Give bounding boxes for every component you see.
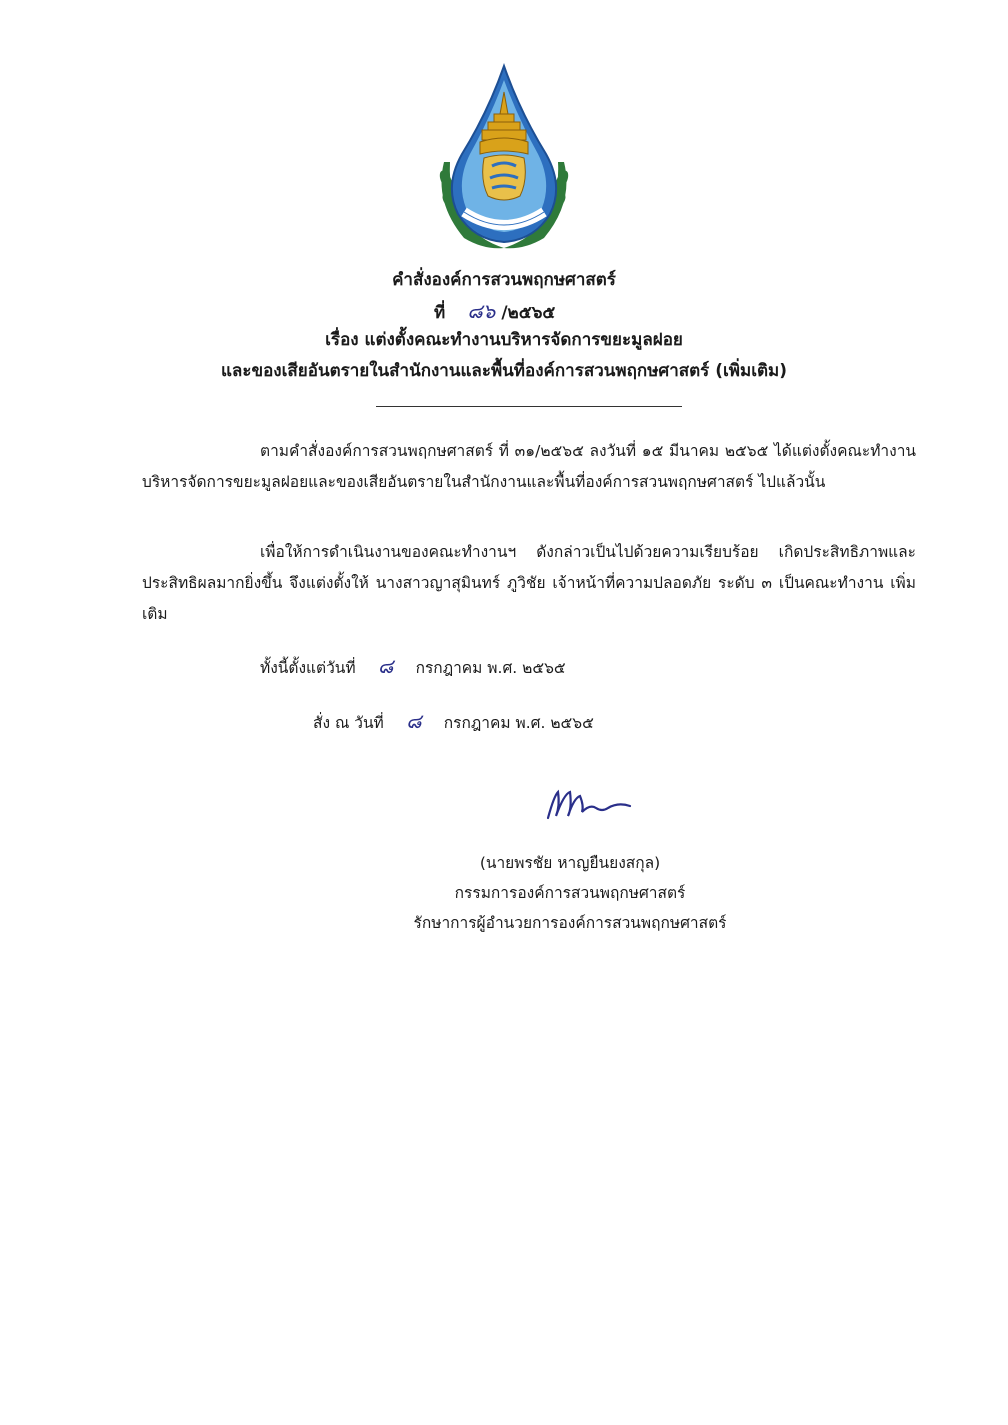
order-date-label: สั่ง ณ วันที่ xyxy=(313,714,384,732)
body-paragraph-1 xyxy=(142,436,916,498)
order-number xyxy=(434,295,555,327)
header-divider xyxy=(376,406,682,407)
order-number-prefix: ที่ xyxy=(434,303,446,323)
effective-date-label: ทั้งนี้ตั้งแต่วันที่ xyxy=(260,659,356,677)
effective-date-line xyxy=(260,650,566,682)
paragraph-2-text: เพื่อให้การดำเนินงานของคณะทำงานฯ ดังกล่าวเป็นไปด้วยความเรียบร้อย เกิดประสิทธิภาพและประสิทธิผลมากยิ่งขึ้น จึงแต่งตั้งให้ นางสาวญาสุมินทร์ ภูวิชัย เจ้าหน้าที่ความปลอดภัย ระดับ ๓ เป็นคณะทำงาน เพิ่มเติม xyxy=(142,543,916,623)
subject-line-1: เรื่อง แต่งตั้งคณะทำงานบริหารจัดการขยะมูลฝอย xyxy=(325,330,683,350)
signatory-name: (นายพรชัย หาญยืนยงสกุล) xyxy=(479,854,661,872)
subject-line-2: และของเสียอันตรายในสำนักงานและพื้นที่องค์การสวนพฤกษศาสตร์ (เพิ่มเติม) xyxy=(220,361,788,381)
body-paragraph-2 xyxy=(142,537,916,630)
order-number-year: /๒๕๖๕ xyxy=(501,303,556,323)
order-day-handwritten: ๘ xyxy=(406,709,422,733)
order-number-handwritten: ๘๖ xyxy=(467,299,496,323)
signatory-position-1: กรรมการองค์การสวนพฤกษศาสตร์ xyxy=(454,884,686,902)
order-title: คำสั่งองค์การสวนพฤกษศาสตร์ xyxy=(392,270,616,290)
paragraph-1-text: ตามคำสั่งองค์การสวนพฤกษศาสตร์ ที่ ๓๑/๒๕๖๕ ลงวันที่ ๑๕ มีนาคม ๒๕๖๕ ได้แต่งตั้งคณะทำงานบริหารจัดการขยะมูลฝอยและของเสียอันตรายในสำนักงานและพื้นที่องค์การสวนพฤกษศาสตร์ ไปแล้วนั้น xyxy=(142,442,916,491)
effective-day-handwritten: ๘ xyxy=(377,654,394,678)
order-date-line xyxy=(313,705,594,737)
organization-logo xyxy=(424,62,584,254)
signatory-position-2: รักษาการผู้อำนวยการองค์การสวนพฤกษศาสตร์ xyxy=(413,914,727,932)
handwritten-signature xyxy=(544,786,634,822)
order-month-year: กรกฎาคม พ.ศ. ๒๕๖๕ xyxy=(443,714,594,732)
effective-month-year: กรกฎาคม พ.ศ. ๒๕๖๕ xyxy=(415,659,566,677)
